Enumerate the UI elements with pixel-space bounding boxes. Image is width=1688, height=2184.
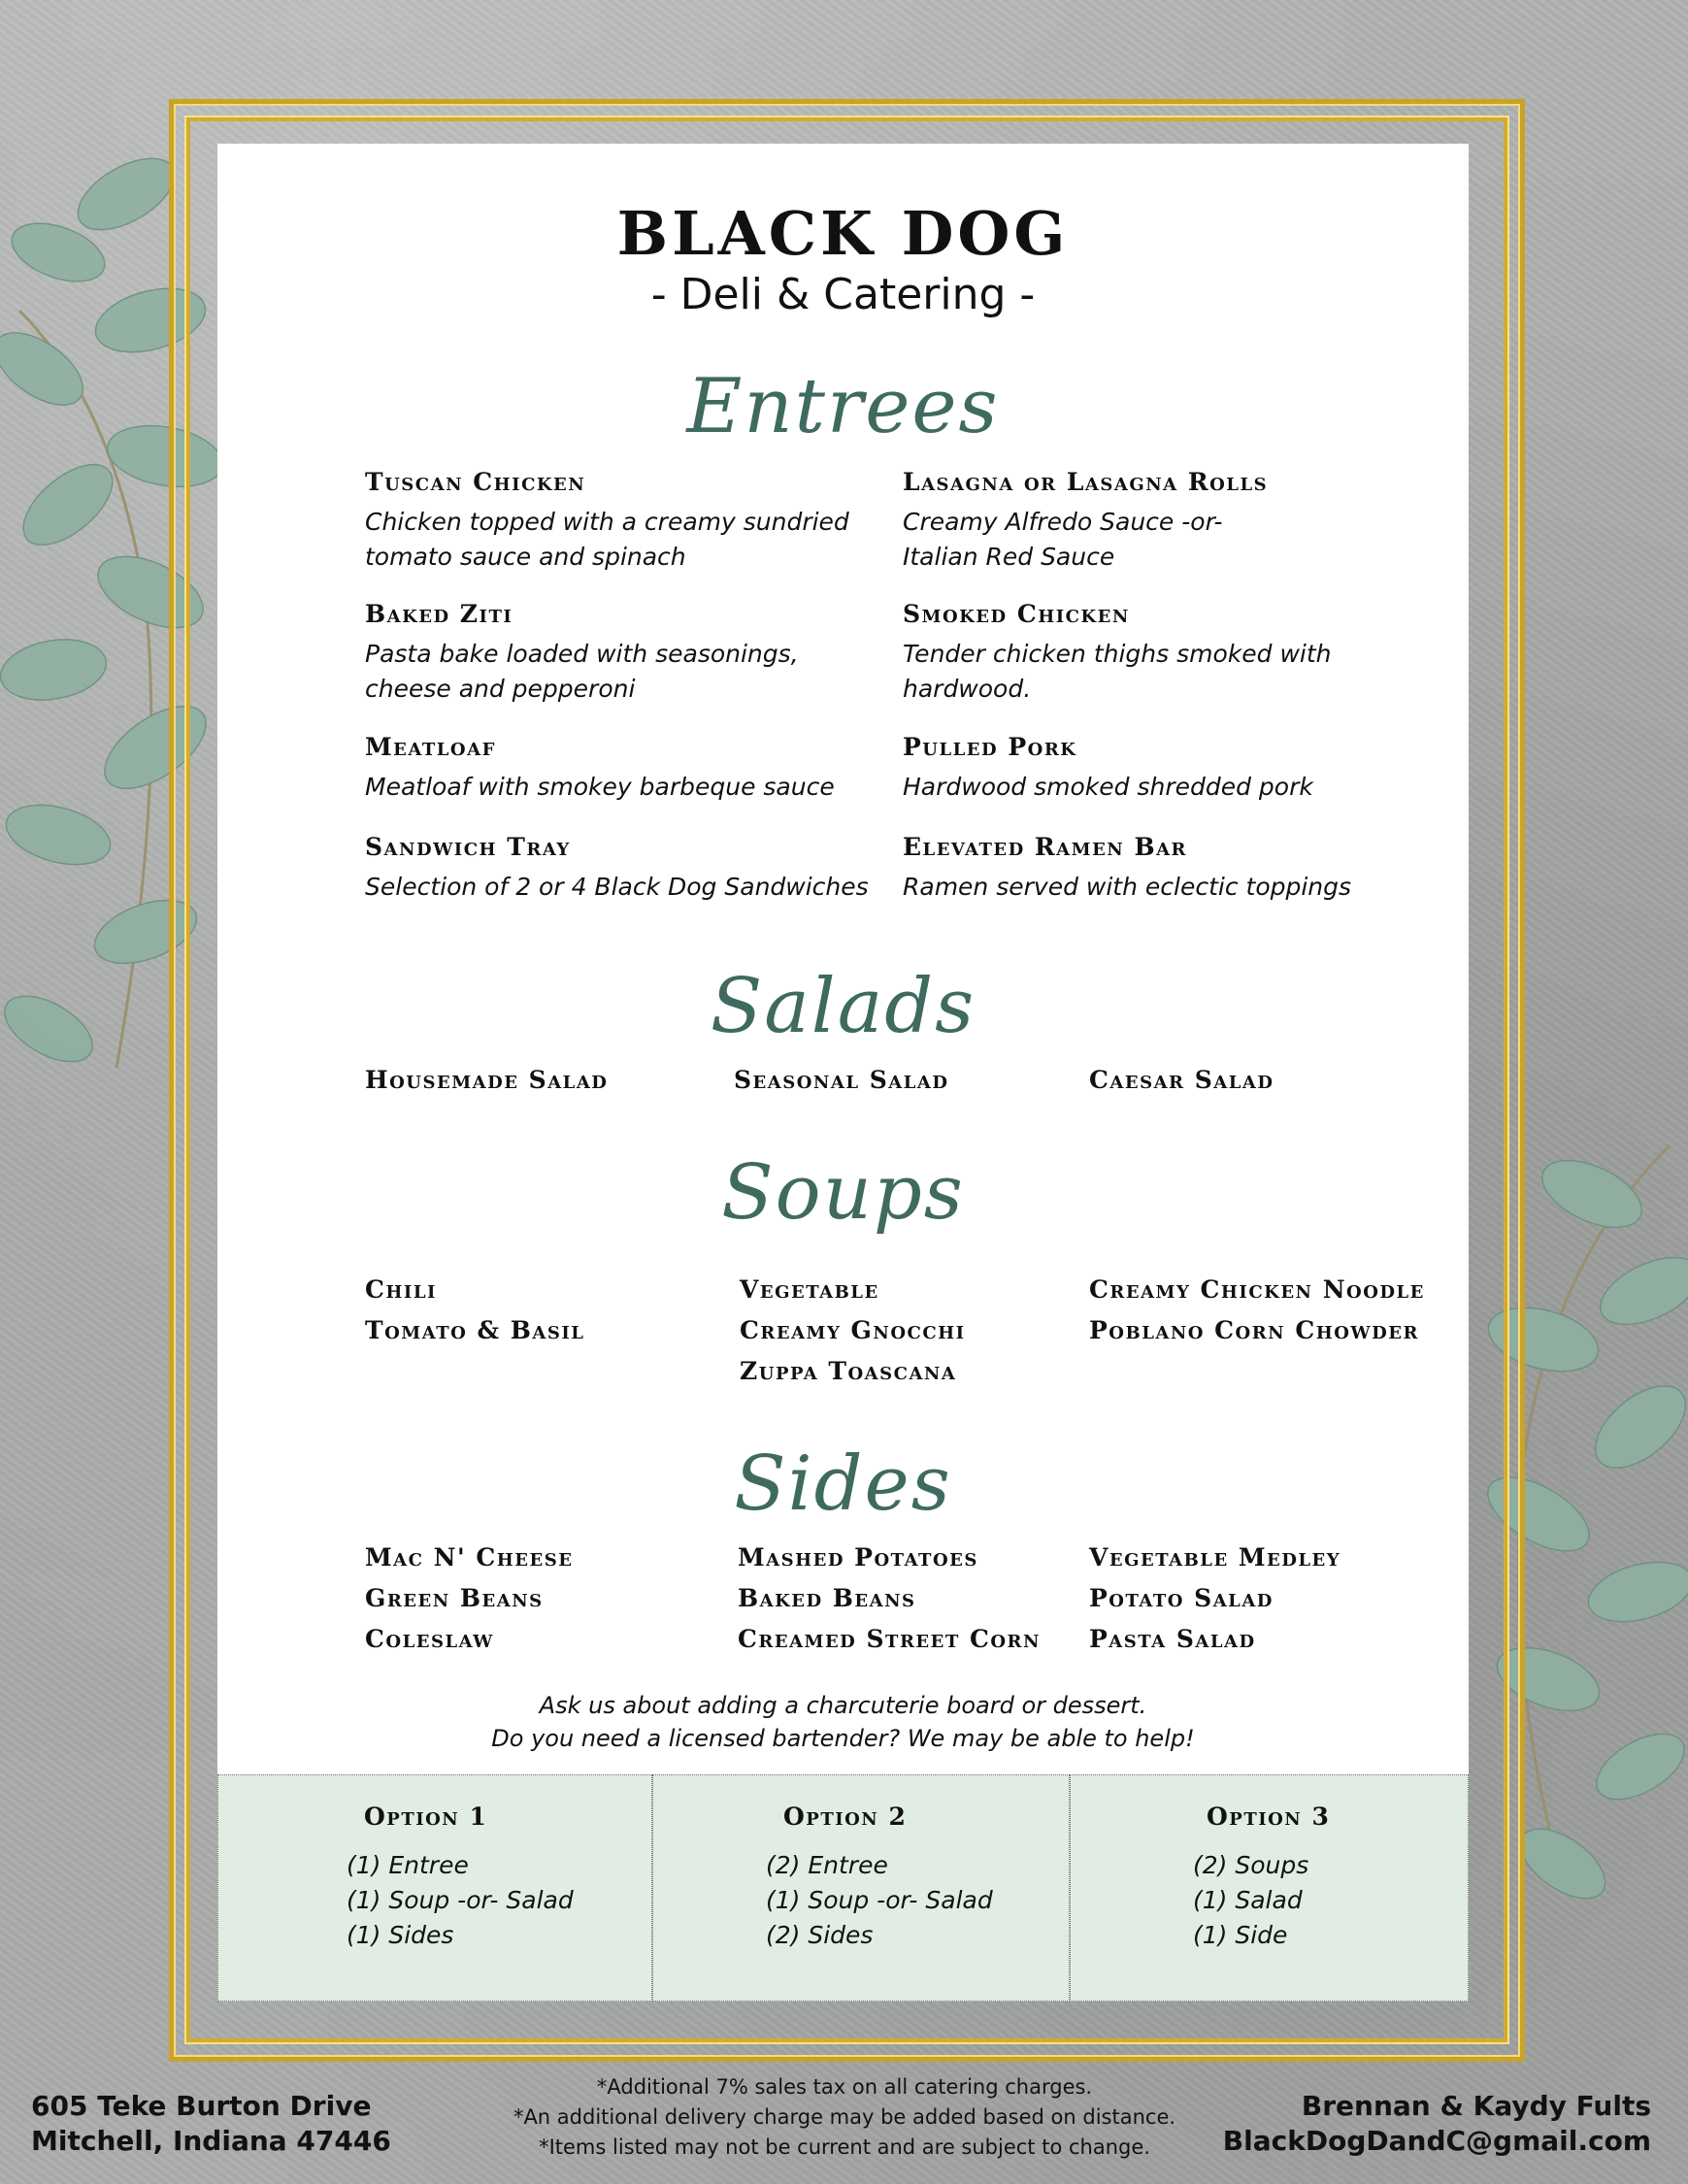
soup-item: Vegetable bbox=[740, 1275, 879, 1304]
option-3 bbox=[1070, 1774, 1469, 2002]
entree-desc: Meatloaf with smokey barbeque sauce bbox=[365, 773, 835, 801]
option-line: (2) Entree bbox=[766, 1851, 888, 1879]
entree-desc: Pasta bake loaded with seasonings, cheese and pepperoni bbox=[365, 640, 799, 703]
address bbox=[31, 2089, 391, 2159]
soup-item: Tomato & Basil bbox=[365, 1316, 585, 1344]
option-line: (1) Soup -or- Salad bbox=[766, 1886, 993, 1914]
soup-item: Poblano Corn Chowder bbox=[1089, 1316, 1419, 1344]
side-item: Vegetable Medley bbox=[1089, 1543, 1341, 1572]
side-item: Baked Beans bbox=[738, 1584, 916, 1612]
entree-name: Sandwich Tray bbox=[365, 833, 571, 861]
salad-item: Housemade Salad bbox=[365, 1066, 609, 1094]
soups-heading: Soups bbox=[721, 1149, 965, 1237]
entree-desc: Creamy Alfredo Sauce -or- Italian Red Sauce bbox=[903, 508, 1223, 571]
entree-name: Lasagna or Lasagna Rolls bbox=[903, 468, 1269, 496]
entrees-heading: Entrees bbox=[686, 363, 1000, 450]
option-title: Option 3 bbox=[1207, 1803, 1331, 1831]
entree-name: Pulled Pork bbox=[903, 733, 1077, 761]
option-line: (1) Soup -or- Salad bbox=[347, 1886, 574, 1914]
address-line: 605 Teke Burton Drive bbox=[31, 2090, 372, 2122]
page-title: BLACK DOG bbox=[616, 198, 1070, 269]
entree-name: Meatloaf bbox=[365, 733, 496, 761]
side-item: Mac N' Cheese bbox=[365, 1543, 574, 1572]
entree-name: Smoked Chicken bbox=[903, 600, 1130, 628]
side-item: Mashed Potatoes bbox=[738, 1543, 978, 1572]
side-item: Creamed Street Corn bbox=[738, 1625, 1041, 1653]
salads-heading: Salads bbox=[710, 963, 976, 1050]
contact bbox=[1223, 2089, 1651, 2159]
entree-desc: Tender chicken thighs smoked with hardwood. bbox=[903, 640, 1332, 703]
email-address[interactable]: BlackDogDandC@gmail.com bbox=[1222, 2125, 1651, 2157]
entree-desc: Hardwood smoked shredded pork bbox=[903, 773, 1313, 801]
side-item: Potato Salad bbox=[1089, 1584, 1274, 1612]
fine-print-line: *Additional 7% sales tax on all catering charges. bbox=[596, 2075, 1093, 2099]
soup-item: Creamy Chicken Noodle bbox=[1089, 1275, 1425, 1304]
option-title: Option 1 bbox=[364, 1803, 488, 1831]
page-subtitle: - Deli & Catering - bbox=[650, 270, 1036, 319]
menu-card bbox=[217, 144, 1469, 2002]
salad-item: Caesar Salad bbox=[1089, 1066, 1274, 1094]
entree-desc: Chicken topped with a creamy sundried tomato sauce and spinach bbox=[365, 508, 849, 571]
side-item: Pasta Salad bbox=[1089, 1625, 1256, 1653]
entree-name: Baked Ziti bbox=[365, 600, 513, 628]
extras-note bbox=[217, 1689, 1469, 1755]
entree-name: Tuscan Chicken bbox=[365, 468, 586, 496]
fine-print-line: *Items listed may not be current and are subject to change. bbox=[539, 2135, 1150, 2159]
option-line: (1) Sides bbox=[347, 1921, 454, 1949]
option-line: (1) Salad bbox=[1193, 1886, 1303, 1914]
fine-print bbox=[456, 2072, 1233, 2163]
extras-note-line: Ask us about adding a charcuterie board or dessert. bbox=[539, 1692, 1147, 1719]
fine-print-line: *An additional delivery charge may be added based on distance. bbox=[513, 2105, 1176, 2129]
entree-desc: Ramen served with eclectic toppings bbox=[903, 873, 1352, 901]
option-line: (2) Soups bbox=[1193, 1851, 1309, 1879]
side-item: Green Beans bbox=[365, 1584, 544, 1612]
entree-name: Elevated Ramen Bar bbox=[903, 833, 1188, 861]
option-line: (2) Sides bbox=[766, 1921, 874, 1949]
option-1 bbox=[217, 1774, 652, 2002]
entree-desc: Selection of 2 or 4 Black Dog Sandwiches bbox=[365, 873, 869, 901]
soup-item: Creamy Gnocchi bbox=[740, 1316, 966, 1344]
address-line: Mitchell, Indiana 47446 bbox=[31, 2125, 391, 2157]
extras-note-line: Do you need a licensed bartender? We may be able to help! bbox=[491, 1725, 1195, 1752]
owner-names: Brennan & Kaydy Fults bbox=[1301, 2090, 1651, 2122]
sides-heading: Sides bbox=[734, 1440, 952, 1528]
option-line: (1) Side bbox=[1193, 1921, 1288, 1949]
side-item: Coleslaw bbox=[365, 1625, 494, 1653]
package-options bbox=[217, 1774, 1469, 2002]
soup-item: Zuppa Toascana bbox=[740, 1357, 957, 1385]
soup-item: Chili bbox=[365, 1275, 437, 1304]
option-title: Option 2 bbox=[783, 1803, 908, 1831]
option-line: (1) Entree bbox=[347, 1851, 469, 1879]
option-2 bbox=[652, 1774, 1070, 2002]
salad-item: Seasonal Salad bbox=[734, 1066, 949, 1094]
